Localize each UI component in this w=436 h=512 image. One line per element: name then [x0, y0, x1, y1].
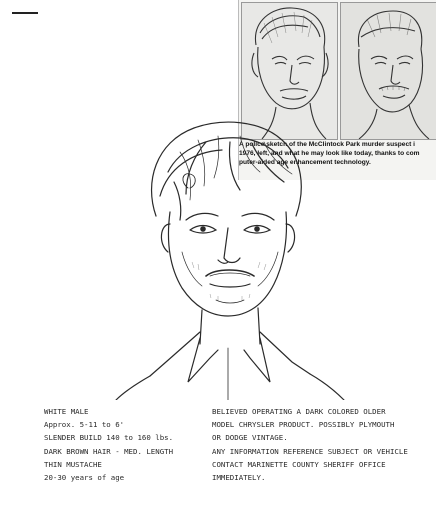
- clipping-age-enhanced-portrait: [340, 2, 436, 140]
- description-line: Approx. 5-11 to 6': [44, 420, 125, 430]
- description-line: SLENDER BUILD 140 to 160 lbs.: [44, 433, 174, 443]
- suspect-sketch: [110, 112, 350, 400]
- notice-line: MODEL CHRYSLER PRODUCT. POSSIBLY PLYMOUTH: [212, 420, 395, 430]
- notice-line: ANY INFORMATION REFERENCE SUBJECT OR VEHICLE: [212, 446, 408, 456]
- caption-line: A police sketch of the McClintock Park murder suspect i: [239, 141, 416, 148]
- margin-dash-mark: [12, 12, 38, 14]
- notice-line: CONTACT MARINETTE COUNTY SHERIFF OFFICE: [212, 459, 386, 469]
- suspect-description: [44, 405, 173, 484]
- description-line: THIN MUSTACHE: [44, 459, 102, 469]
- description-line: 20-30 years of age: [44, 473, 125, 483]
- vehicle-and-contact-notice: [212, 405, 408, 484]
- notice-line: BELIEVED OPERATING A DARK COLORED OLDER: [212, 407, 386, 416]
- notice-line: OR DODGE VINTAGE.: [212, 433, 288, 443]
- notice-line: IMMEDIATELY.: [212, 473, 266, 483]
- caption-line: puter-aided age enhancement technology.: [239, 159, 371, 166]
- description-line: WHITE MALE: [44, 407, 89, 416]
- description-line: DARK BROWN HAIR - MED. LENGTH: [44, 446, 174, 456]
- caption-line: 1976, left, and what he may look like today, thanks to com: [239, 150, 420, 157]
